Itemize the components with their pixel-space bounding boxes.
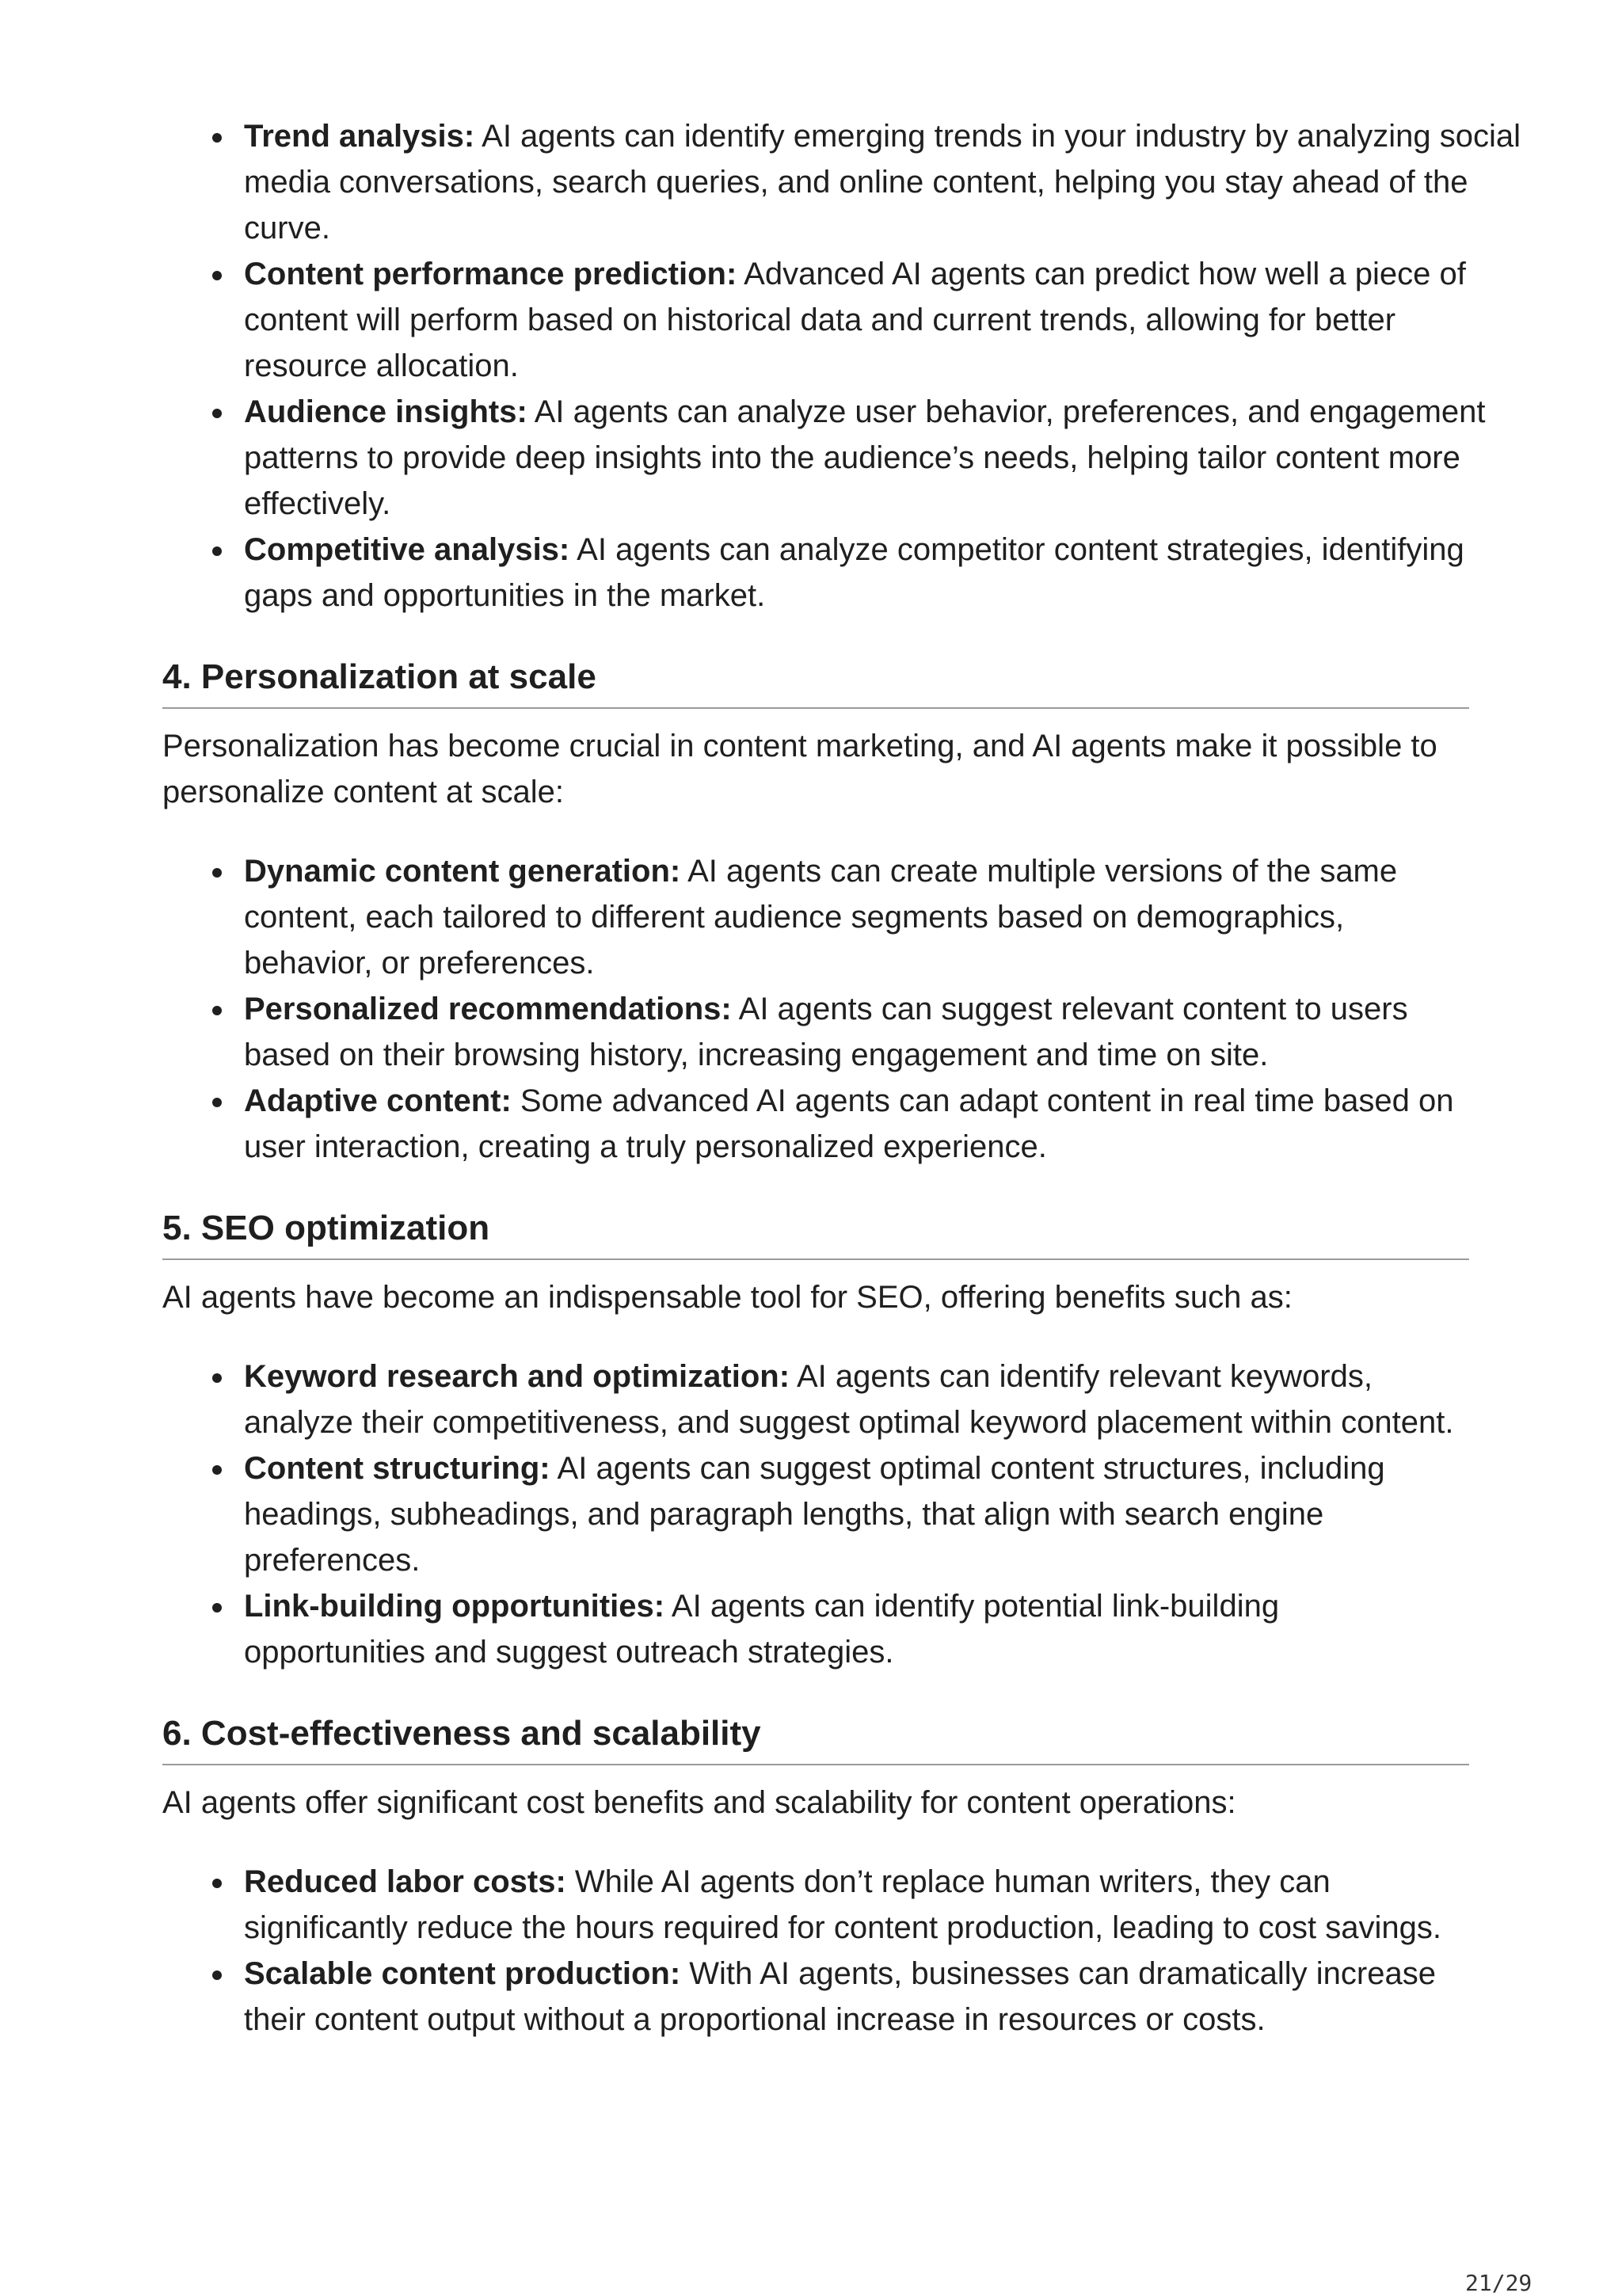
- trend-list: [162, 113, 1527, 619]
- section-intro: AI agents have become an indispensable tool for SEO, offering benefits such as:: [162, 1280, 1293, 1315]
- list-item-text: AI agents can create multiple versions of the same content, each tailored to different audience segments based on demographics, behavior, or preferences.: [244, 854, 1398, 980]
- list-item-term: Content structuring:: [244, 1451, 550, 1486]
- section-intro: AI agents offer significant cost benefits and scalability for content operations:: [162, 1785, 1236, 1820]
- list-item-term: Scalable content production:: [244, 1956, 681, 1991]
- list-item: [244, 1078, 1469, 1170]
- list-item-term: Adaptive content:: [244, 1083, 512, 1118]
- list-item-term: Trend analysis:: [244, 119, 475, 154]
- list-item-text: AI agents can identify relevant keywords, analyze their competitiveness, and suggest optimal keyword placement within content.: [244, 1359, 1454, 1440]
- list-item-term: Personalized recommendations:: [244, 992, 732, 1026]
- document-page: [162, 0, 1521, 2043]
- list-item: [244, 1583, 1469, 1675]
- list-item-text: Some advanced AI agents can adapt content in real time based on user interaction, creating a truly personalized experience.: [244, 1083, 1454, 1164]
- section-heading: 4. Personalization at scale: [162, 653, 1469, 709]
- list-item-term: Link-building opportunities:: [244, 1589, 665, 1624]
- list-item: [244, 389, 1527, 527]
- list-item: [244, 251, 1527, 389]
- list-item-text: With AI agents, businesses can dramatically increase their content output without a proportional increase in resources or costs.: [244, 1956, 1436, 2037]
- list-item-text: While AI agents don’t replace human writers, they can significantly reduce the hours required for content production, leading to cost savings.: [244, 1864, 1441, 1945]
- list-item: [244, 986, 1469, 1078]
- section-personalization: [162, 653, 1469, 1170]
- section-intro: Personalization has become crucial in content marketing, and AI agents make it possible to personalize content at scale:: [162, 729, 1437, 809]
- list-item-text: AI agents can analyze competitor content strategies, identifying gaps and opportunities in the market.: [244, 532, 1464, 613]
- list-item: [244, 1445, 1469, 1583]
- list-item-term: Reduced labor costs:: [244, 1864, 566, 1899]
- list-item-text: AI agents can identify emerging trends in your industry by analyzing social media conversations, search queries, and online content, helping you stay ahead of the curve.: [244, 119, 1521, 246]
- list-item-term: Dynamic content generation:: [244, 854, 681, 889]
- seo-list: [162, 1354, 1469, 1675]
- page-number: 21/29: [1465, 2270, 1533, 2296]
- list-item-text: AI agents can identify potential link-building opportunities and suggest outreach strategies.: [244, 1589, 1280, 1670]
- personalization-list: [162, 848, 1469, 1170]
- list-item: [244, 1354, 1469, 1445]
- list-item-term: Competitive analysis:: [244, 532, 570, 567]
- list-item: [244, 1951, 1469, 2043]
- list-item: [244, 848, 1469, 986]
- section-heading: 6. Cost-effectiveness and scalability: [162, 1710, 1469, 1765]
- section-seo: [162, 1205, 1469, 1675]
- list-item: [244, 527, 1527, 619]
- list-item-term: Audience insights:: [244, 394, 527, 429]
- section-cost: [162, 1710, 1469, 2043]
- list-item-text: AI agents can suggest relevant content to users based on their browsing history, increasing engagement and time on site.: [244, 992, 1408, 1072]
- section-heading: 5. SEO optimization: [162, 1205, 1469, 1260]
- list-item-text: Advanced AI agents can predict how well a piece of content will perform based on historical data and current trends, allowing for better resource allocation.: [244, 257, 1466, 383]
- list-item: [244, 1859, 1469, 1951]
- list-item-term: Content performance prediction:: [244, 257, 737, 291]
- list-item-text: AI agents can suggest optimal content structures, including headings, subheadings, and paragraph lengths, that align with search engine preferences.: [244, 1451, 1385, 1578]
- cost-list: [162, 1859, 1469, 2043]
- list-item: [244, 113, 1527, 251]
- list-item-term: Keyword research and optimization:: [244, 1359, 790, 1394]
- list-item-text: AI agents can analyze user behavior, preferences, and engagement patterns to provide deep insights into the audience’s needs, helping tailor content more effectively.: [244, 394, 1486, 521]
